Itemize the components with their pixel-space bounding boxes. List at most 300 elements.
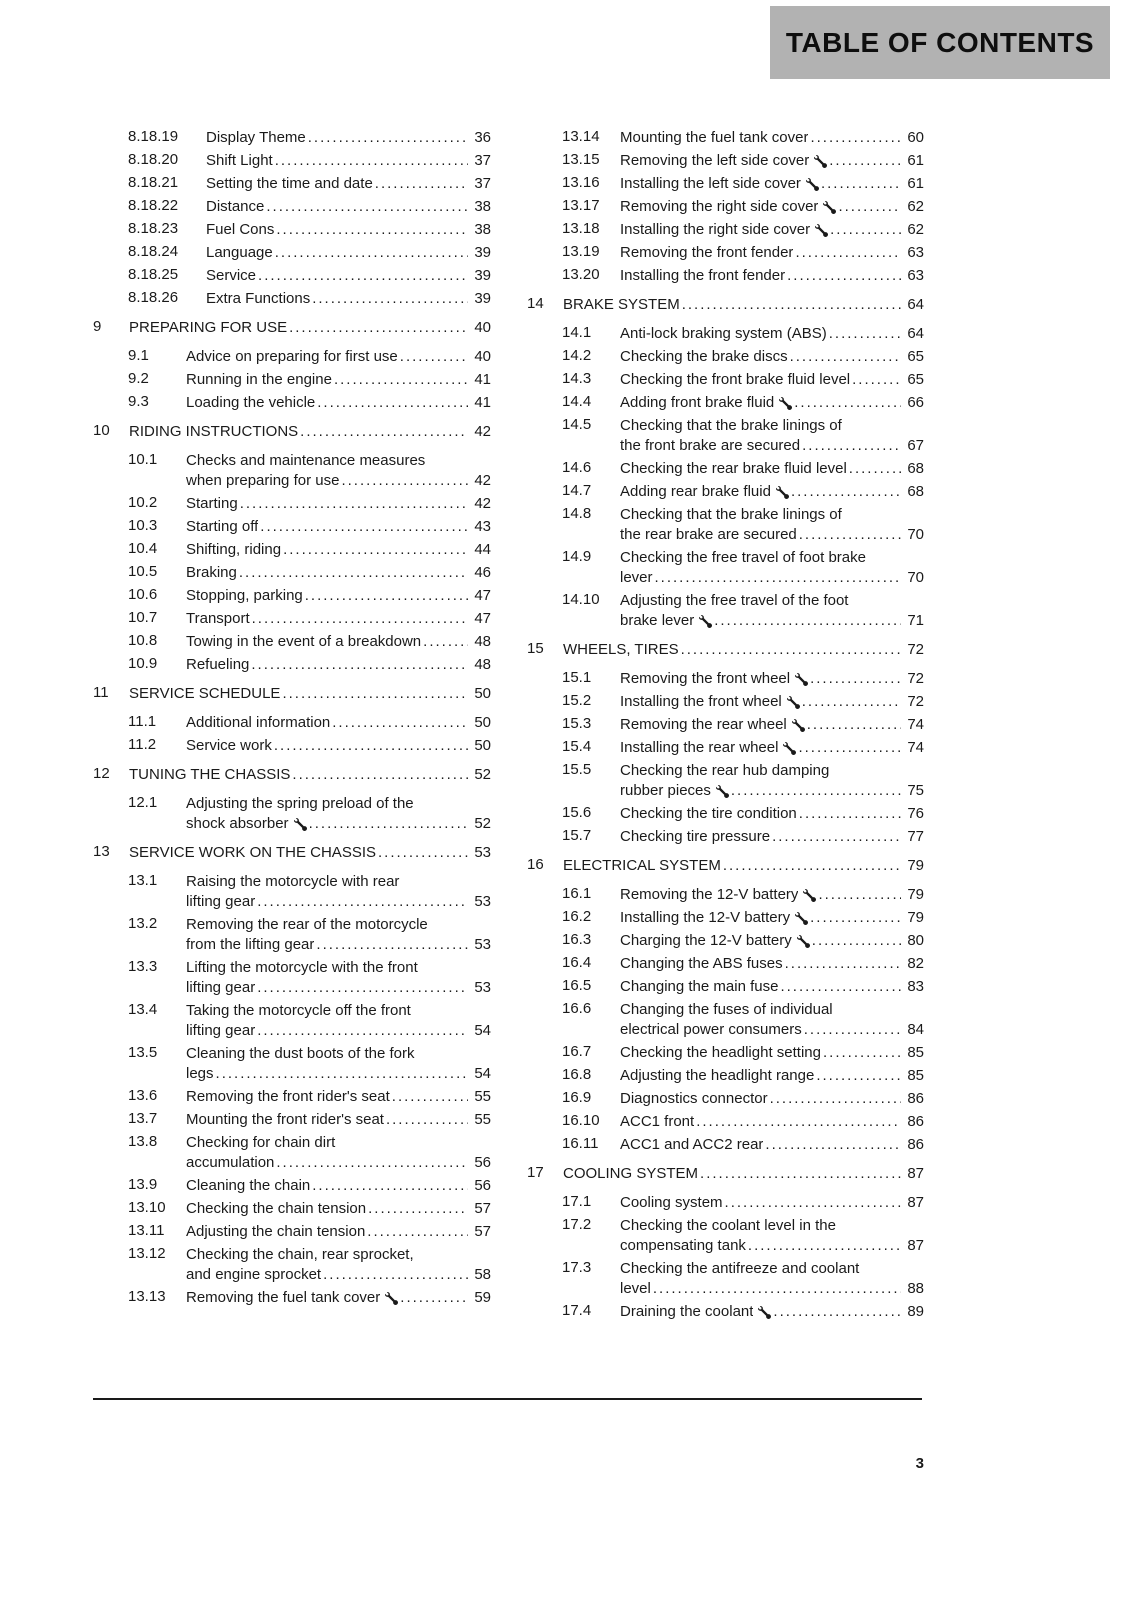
toc-entry-title: TUNING THE CHASSIS [129,766,291,783]
toc-page-number: 68 [907,483,924,500]
toc-entry-row [527,1193,924,1213]
toc-entry-row [527,416,924,456]
toc-page-number: 55 [474,1111,491,1128]
toc-entry-last-line [620,781,924,801]
toc-entry-title: shock absorber [186,815,289,832]
toc-entry-last-line [186,655,491,675]
toc-column-right [527,128,924,1325]
toc-entry-last-line [620,243,924,263]
dot-leader [400,347,469,367]
wrench-icon [795,912,808,925]
toc-entry-last-line [186,347,491,367]
toc-page-number: 42 [474,472,491,489]
toc-entry-row [93,609,491,629]
toc-entry-body [186,563,491,583]
toc-entry-last-line [620,738,924,758]
toc-entry-row [527,243,924,263]
dot-leader [787,266,901,286]
toc-entry-title: SERVICE SCHEDULE [129,685,281,702]
toc-entry-last-line [620,482,924,502]
toc-entry-last-line [186,586,491,606]
toc-entry-body [620,1066,924,1086]
wrench-icon [385,1292,398,1305]
toc-entry-body [620,1135,924,1155]
toc-entry-number: 10.7 [128,609,158,626]
toc-entry-last-line [620,1279,924,1299]
dot-leader [799,804,902,824]
dot-leader [316,935,468,955]
toc-page-number: 76 [907,805,924,822]
dot-leader [818,885,901,905]
toc-entry-last-line [186,517,491,537]
toc-entry-number: 17.3 [562,1259,592,1276]
toc-entry-row [93,289,491,309]
toc-page-number: 86 [907,1090,924,1107]
toc-entry-row [527,505,924,545]
toc-entry-last-line [186,1222,491,1242]
toc-entry-number: 15.2 [562,692,592,709]
toc-page-number: 53 [474,844,491,861]
toc-entry-title: when preparing for use [186,472,340,489]
toc-entry-body [620,1089,924,1109]
dot-leader [653,1279,901,1299]
toc-entry-body [186,609,491,629]
toc-chapter-row [527,1164,924,1184]
toc-page-number: 62 [907,198,924,215]
toc-entry-last-line [206,128,491,148]
toc-entry-last-line [186,471,491,491]
toc-entry-body [620,738,924,758]
toc-entry-title-line: Changing the fuses of individual [620,1001,833,1018]
toc-entry-number: 16.8 [562,1066,592,1083]
toc-entry-last-line [620,692,924,712]
toc-page-number: 86 [907,1113,924,1130]
dot-leader [823,1043,901,1063]
toc-entry-body [206,128,491,148]
toc-entry-last-line [620,174,924,194]
toc-entry-row [527,908,924,928]
toc-entry-title-line: Adjusting the spring preload of the [186,795,414,812]
toc-entry-body [186,494,491,514]
toc-entry-title: Cooling system [620,1194,723,1211]
toc-entry-row [527,669,924,689]
toc-entry-body [186,1087,491,1107]
toc-entry-row [527,174,924,194]
dot-leader [283,540,468,560]
toc-entry-last-line [206,289,491,309]
toc-entry-body [186,347,491,367]
toc-entry-last-line [186,1110,491,1130]
toc-entry-last-line [206,197,491,217]
toc-entry-row [527,266,924,286]
dot-leader [810,908,901,928]
toc-page-number: 37 [474,175,491,192]
dot-leader [700,1164,901,1184]
toc-entry-last-line [186,1176,491,1196]
toc-entry-last-line [129,318,491,338]
toc-entry-row [93,794,491,834]
toc-page-number: 54 [474,1065,491,1082]
toc-entry-title: Display Theme [206,129,306,146]
toc-entry-number: 14.3 [562,370,592,387]
toc-entry-body [620,393,924,413]
wrench-icon [783,742,796,755]
toc-chapter-row [527,295,924,315]
toc-entry-last-line [620,1066,924,1086]
toc-entry-row [527,128,924,148]
toc-entry-last-line [186,1064,491,1084]
toc-page-number: 85 [907,1044,924,1061]
toc-entry-number: 10.5 [128,563,158,580]
page-title: TABLE OF CONTENTS [785,26,1095,58]
toc-entry-body [620,931,924,951]
toc-entry-body [620,908,924,928]
toc-entry-last-line [620,266,924,286]
toc-entry-number: 15.4 [562,738,592,755]
toc-page-number: 52 [474,815,491,832]
toc-entry-last-line [186,1288,491,1308]
toc-entry-row [93,713,491,733]
toc-entry-row [527,347,924,367]
toc-entry-last-line [129,684,491,704]
toc-entry-number: 8.18.26 [128,289,179,306]
toc-entry-body [620,1216,924,1256]
toc-entry-number: 16.3 [562,931,592,948]
toc-entry-number: 17.1 [562,1193,592,1210]
toc-entry-number: 13 [93,843,110,860]
toc-entry-number: 13.10 [128,1199,166,1216]
dot-leader [714,611,901,631]
toc-page-number: 64 [907,296,924,313]
dot-leader [308,128,469,148]
toc-entry-title: Cleaning the chain [186,1177,311,1194]
toc-entry-body [206,220,491,240]
toc-entry-row [527,1043,924,1063]
dot-leader [257,978,468,998]
dot-leader [323,1265,468,1285]
dot-leader [266,197,468,217]
toc-entry-last-line [620,197,924,217]
toc-entry-number: 13.17 [562,197,600,214]
toc-entry-number: 16 [527,856,544,873]
toc-entry-row [93,540,491,560]
toc-entry-title: Checking the brake discs [620,348,788,365]
toc-page-number: 63 [907,267,924,284]
toc-entry-last-line [620,128,924,148]
toc-entry-body [186,517,491,537]
dot-leader [275,243,469,263]
toc-entry-number: 10.2 [128,494,158,511]
dot-leader [807,715,902,735]
toc-entry-title: level [620,1280,651,1297]
toc-entry-number: 11.2 [128,736,157,753]
dot-leader [300,422,468,442]
dot-leader [830,220,901,240]
dot-leader [239,563,468,583]
toc-entry-title: the front brake are secured [620,437,801,454]
toc-entry-title: electrical power consumers [620,1021,802,1038]
toc-entry-title: Refueling [186,656,250,673]
dot-leader [251,655,468,675]
toc-entry-last-line [186,1199,491,1219]
toc-entry-row [527,885,924,905]
toc-page-number: 67 [907,437,924,454]
toc-entry-body [186,1133,491,1173]
toc-page-number: 72 [907,693,924,710]
toc-entry-body [186,736,491,756]
toc-entry-body [620,1000,924,1040]
toc-page-number: 42 [474,495,491,512]
toc-entry-last-line [620,804,924,824]
toc-page-number: 48 [474,656,491,673]
toc-entry-number: 10.4 [128,540,158,557]
toc-entry-number: 13.2 [128,915,158,932]
toc-entry-title: Mounting the fuel tank cover [620,129,809,146]
toc-entry-number: 9.3 [128,393,149,410]
toc-entry-title: Adjusting the chain tension [186,1223,366,1240]
toc-entry-title: RIDING INSTRUCTIONS [129,423,299,440]
toc-entry-body [620,370,924,390]
toc-entry-title: Checking the tire condition [620,805,797,822]
toc-entry-title: rubber pieces [620,782,711,799]
dot-leader [274,736,468,756]
toc-entry-last-line [620,1112,924,1132]
toc-entry-number: 16.6 [562,1000,592,1017]
dot-leader [392,1087,469,1107]
toc-entry-title: Setting the time and date [206,175,373,192]
toc-entry-row [527,370,924,390]
toc-entry-number: 17 [527,1164,544,1181]
dot-leader [334,370,468,390]
toc-entry-body [620,954,924,974]
toc-entry-number: 16.9 [562,1089,592,1106]
toc-page-number: 37 [474,152,491,169]
toc-page-number: 39 [474,244,491,261]
toc-entry-title-line: Checks and maintenance measures [186,452,426,469]
toc-entry-body [620,197,924,217]
toc-entry-title: Extra Functions [206,290,311,307]
toc-entry-title-line: Lifting the motorcycle with the front [186,959,418,976]
toc-entry-body [186,915,491,955]
toc-entry-title: Starting [186,495,238,512]
toc-entry-number: 15.7 [562,827,592,844]
toc-entry-body [620,1259,924,1299]
toc-entry-title: compensating tank [620,1237,746,1254]
toc-entry-body [620,1193,924,1213]
toc-entry-last-line [620,954,924,974]
toc-page-number: 48 [474,633,491,650]
dot-leader [309,814,469,834]
toc-entry-body [186,958,491,998]
toc-page-number: 43 [474,518,491,535]
toc-entry-title: brake lever [620,612,695,629]
toc-page-number: 53 [474,893,491,910]
toc-entry-body [620,804,924,824]
toc-entry-number: 13.1 [128,872,158,889]
toc-entry-last-line [620,1302,924,1322]
dot-leader [723,856,901,876]
dot-leader [794,393,901,413]
toc-entry-body [206,151,491,171]
toc-entry-number: 10.8 [128,632,158,649]
toc-entry-row [93,1288,491,1308]
dot-leader [258,266,468,286]
toc-entry-number: 13.7 [128,1110,158,1127]
dot-leader [791,482,901,502]
toc-entry-number: 8.18.19 [128,128,179,145]
toc-entry-title: Starting off [186,518,259,535]
toc-entry-row [93,1044,491,1084]
toc-entry-row [93,958,491,998]
toc-entry-row [93,220,491,240]
toc-entry-row [527,977,924,997]
toc-page-number: 68 [907,460,924,477]
toc-entry-last-line [563,295,924,315]
toc-entry-number: 8.18.25 [128,266,179,283]
toc-entry-row [93,1245,491,1285]
dot-leader [257,1021,468,1041]
toc-entry-title-line: Checking the coolant level in the [620,1217,836,1234]
toc-entry-title: Draining the coolant [620,1303,754,1320]
toc-page-number: 62 [907,221,924,238]
wrench-icon [792,719,805,732]
toc-entry-row [527,692,924,712]
dot-leader [772,827,901,847]
toc-entry-title: lifting gear [186,893,256,910]
toc-entry-title: WHEELS, TIRES [563,641,679,658]
toc-entry-body [186,540,491,560]
toc-entry-last-line [186,1153,491,1173]
toc-page-number: 50 [474,714,491,731]
toc-entry-row [93,266,491,286]
toc-entry-row [93,1199,491,1219]
toc-entry-title: Running in the engine [186,371,332,388]
toc-entry-body [186,1110,491,1130]
toc-entry-last-line [186,935,491,955]
page-header [770,6,1110,79]
toc-entry-number: 13.19 [562,243,600,260]
toc-entry-number: 13.13 [128,1288,166,1305]
dot-leader [282,684,468,704]
toc-entry-body [620,1302,924,1322]
toc-page-number: 65 [907,371,924,388]
toc-entry-body [620,347,924,367]
toc-entry-title: Checking the front brake fluid level [620,371,851,388]
toc-entry-last-line [620,347,924,367]
toc-entry-last-line [620,525,924,545]
toc-entry-last-line [186,393,491,413]
dot-leader [849,459,902,479]
toc-page-number: 38 [474,221,491,238]
toc-entry-title: Checking the headlight setting [620,1044,821,1061]
toc-entry-title: ACC1 front [620,1113,695,1130]
toc-entry-row [527,827,924,847]
toc-page-number: 66 [907,394,924,411]
toc-entry-title: Stopping, parking [186,587,303,604]
toc-page-number: 88 [907,1280,924,1297]
toc-entry-last-line [563,1164,924,1184]
toc-entry-title: Advice on preparing for first use [186,348,398,365]
toc-entry-number: 9.2 [128,370,149,387]
toc-entry-number: 14.2 [562,347,592,364]
toc-entry-number: 10.1 [128,451,158,468]
toc-page-number: 87 [907,1165,924,1182]
toc-entry-body [563,856,924,876]
dot-leader [725,1193,902,1213]
toc-entry-row [527,393,924,413]
toc-entry-last-line [620,151,924,171]
wrench-icon [294,818,307,831]
toc-entry-title: Removing the front rider's seat [186,1088,390,1105]
toc-page-number: 87 [907,1194,924,1211]
toc-entry-title: Adjusting the headlight range [620,1067,815,1084]
toc-page-number: 77 [907,828,924,845]
toc-entry-number: 14.4 [562,393,592,410]
toc-entry-body [620,505,924,545]
toc-page-number: 58 [474,1266,491,1283]
toc-entry-last-line [186,494,491,514]
toc-entry-row [527,804,924,824]
dot-leader [852,370,901,390]
toc-entry-last-line [620,1020,924,1040]
toc-page-number: 39 [474,290,491,307]
toc-entry-title: Checking the rear brake fluid level [620,460,847,477]
toc-entry-last-line [206,243,491,263]
toc-entry-row [93,197,491,217]
toc-entry-body [620,669,924,689]
toc-entry-row [527,1135,924,1155]
toc-entry-last-line [186,563,491,583]
toc-entry-last-line [620,459,924,479]
dot-leader [790,347,902,367]
toc-page-number: 79 [907,909,924,926]
toc-entry-row [93,347,491,367]
toc-entry-body [620,324,924,344]
toc-page-number: 46 [474,564,491,581]
dot-leader [795,243,901,263]
dot-leader [682,295,902,315]
wrench-icon [797,935,810,948]
toc-entry-body [186,1222,491,1242]
toc-entry-title-line: Checking the rear hub damping [620,762,830,779]
toc-entry-title: Anti-lock braking system (ABS) [620,325,827,342]
toc-entry-last-line [620,669,924,689]
toc-entry-title: Towing in the event of a breakdown [186,633,422,650]
toc-entry-last-line [206,220,491,240]
toc-entry-number: 16.4 [562,954,592,971]
toc-entry-title: Diagnostics connector [620,1090,768,1107]
toc-entry-title: Removing the left side cover [620,152,810,169]
toc-entry-row [527,738,924,758]
toc-entry-number: 17.2 [562,1216,592,1233]
dot-leader [423,632,468,652]
toc-entry-number: 16.1 [562,885,592,902]
toc-page-number: 86 [907,1136,924,1153]
toc-entry-row [93,393,491,413]
toc-entry-title: Service work [186,737,272,754]
dot-leader [799,525,902,545]
wrench-icon [795,673,808,686]
toc-entry-row [93,872,491,912]
toc-entry-last-line [563,856,924,876]
toc-chapter-row [93,765,491,785]
toc-entry-title: COOLING SYSTEM [563,1165,699,1182]
toc-chapter-row [527,640,924,660]
toc-entry-last-line [186,814,491,834]
toc-entry-body [186,1001,491,1041]
toc-page-number: 41 [474,394,491,411]
toc-entry-title: Service [206,267,257,284]
